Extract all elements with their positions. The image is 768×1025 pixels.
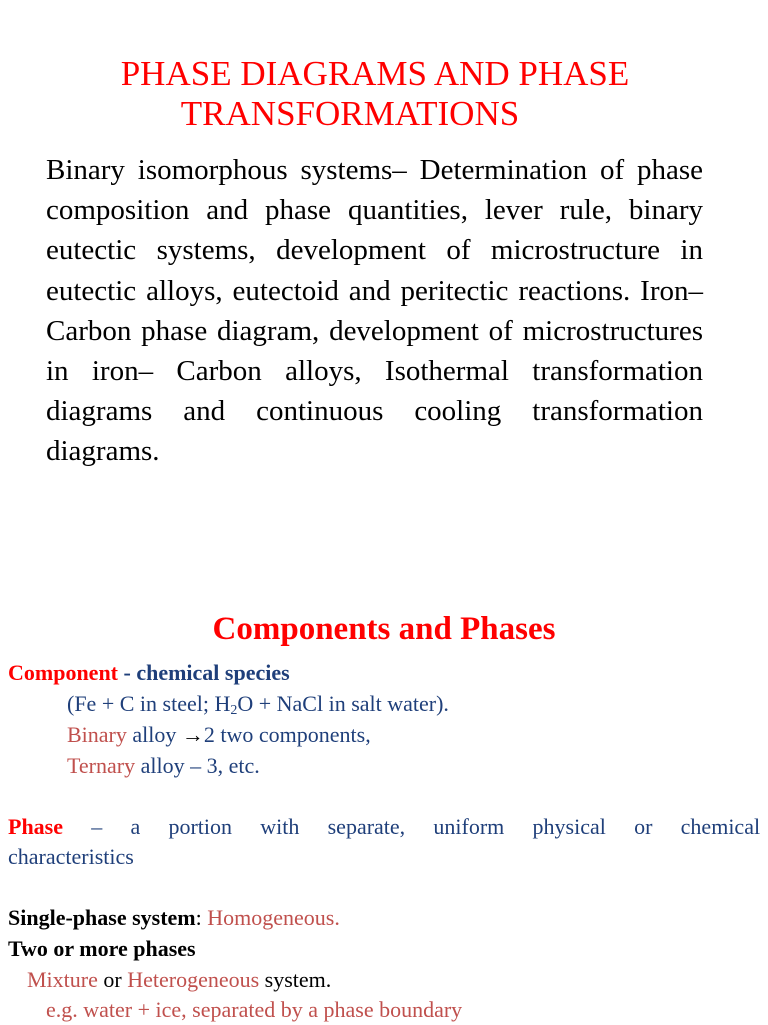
- ternary-alloy-line: [67, 751, 260, 781]
- single-phase-label: Single-phase system: [8, 905, 196, 930]
- phase-def-word: or: [634, 814, 653, 839]
- component-definition: [8, 658, 290, 688]
- component-term: Component: [8, 660, 119, 685]
- phase-boundary-example: e.g. water + ice, separated by a phase boundary: [46, 997, 463, 1022]
- phase-def-word: physical: [532, 814, 606, 839]
- phase-def-word: separate,: [327, 814, 406, 839]
- phase-term: Phase: [8, 814, 63, 839]
- component-example-a: (Fe + C in steel; H: [67, 691, 231, 716]
- single-phase-line: [8, 903, 340, 933]
- mixture-term: Mixture: [27, 967, 98, 992]
- phase-definition-line2: characteristics: [8, 844, 134, 869]
- phase-def-word: with: [260, 814, 300, 839]
- binary-rest: 2 two components,: [203, 722, 371, 747]
- single-phase-colon: :: [195, 905, 208, 930]
- syllabus-paragraph: Binary isomorphous systems– Determination of phase composition and phase quantities, lever rule, binary eutectic systems, development of microstructure in eutectic alloys, eutectoid and peritectic reactions. Iron– Carbon phase diagram, development of microstructures in iron– Carbon alloys, Isothermal transformation diagrams and continuous cooling transformation diagrams.: [46, 154, 703, 468]
- slide-title-line1: PHASE DIAGRAMS AND PHASE: [120, 54, 630, 93]
- component-example: [67, 689, 449, 719]
- phase-def-word: uniform: [433, 814, 505, 839]
- phase-def-word: chemical: [680, 814, 761, 839]
- binary-alloy-line: [67, 720, 371, 750]
- mixture-line: [27, 965, 331, 995]
- phase-definition-line1: [8, 812, 760, 842]
- phase-def-word: portion: [168, 814, 233, 839]
- heterogeneous-term: Heterogeneous: [127, 967, 260, 992]
- component-example-sub: 2: [230, 703, 238, 718]
- two-phases-label: Two or more phases: [8, 936, 196, 961]
- component-example-b: O + NaCl in salt water).: [237, 691, 449, 716]
- slide-title: [0, 54, 750, 134]
- slide-title-line2: TRANSFORMATIONS: [180, 94, 520, 133]
- ternary-text: alloy – 3, etc.: [135, 753, 260, 778]
- mixture-system: system.: [259, 967, 332, 992]
- single-phase-value: Homogeneous.: [207, 905, 340, 930]
- arrow-icon: →: [181, 722, 204, 747]
- binary-term: Binary: [67, 722, 127, 747]
- component-def: - chemical species: [118, 660, 290, 685]
- binary-text: alloy: [126, 722, 182, 747]
- section-title: Components and Phases: [212, 611, 556, 647]
- phase-def-word: a: [130, 814, 141, 839]
- ternary-term: Ternary: [67, 753, 136, 778]
- phase-def-word: –: [91, 814, 103, 839]
- mixture-or: or: [97, 967, 128, 992]
